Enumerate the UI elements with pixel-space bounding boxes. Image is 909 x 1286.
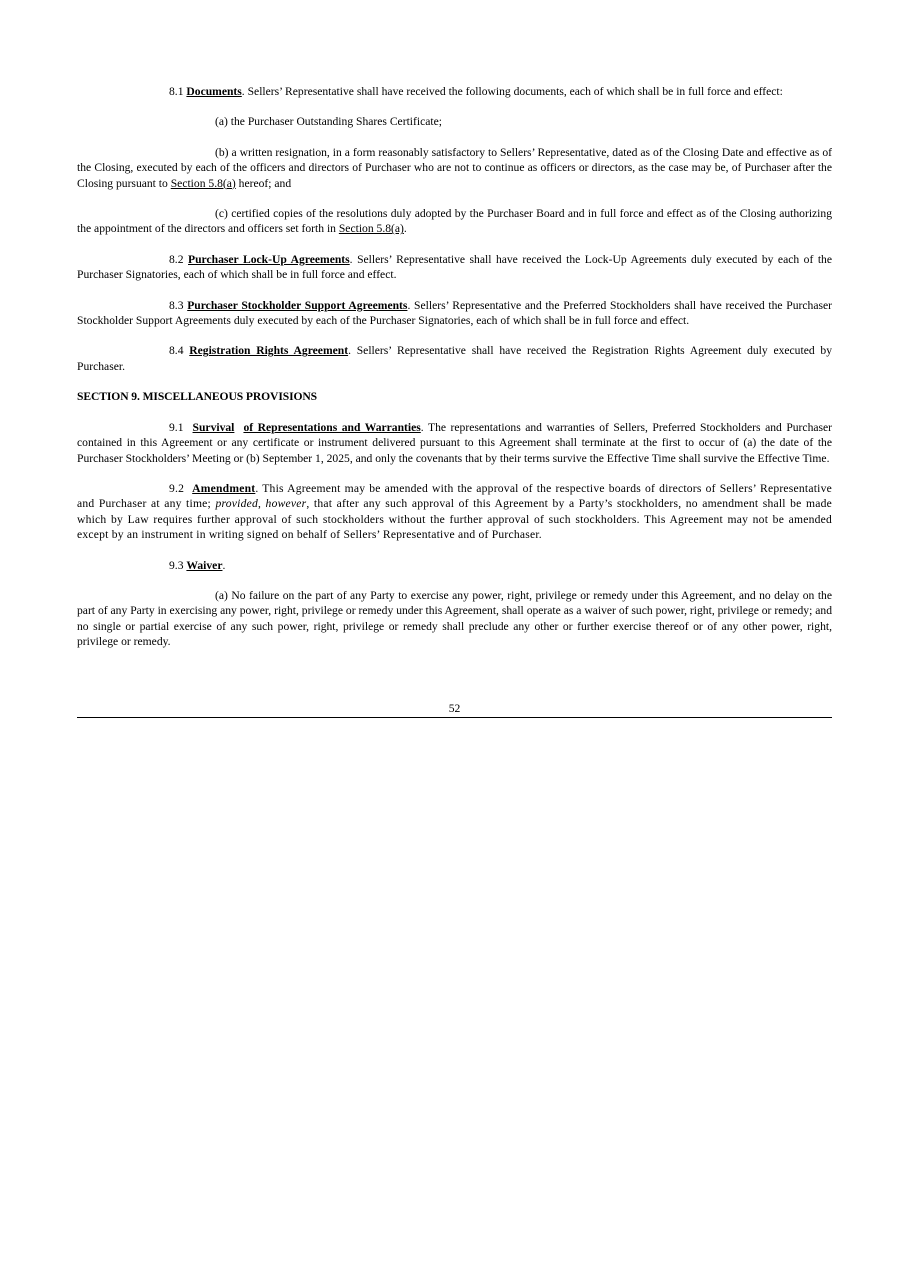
section-text: . Sellers’ Representative shall have received the Lock-Up Agreements duly executed by each of the Purchaser Signatories, each of which shall be in full force and effect. xyxy=(77,252,832,282)
section-heading: Purchaser Lock-Up Agreements xyxy=(188,252,350,266)
section-9-1 xyxy=(77,420,832,466)
clause-8-1-b xyxy=(77,145,832,191)
section-8-4 xyxy=(77,343,832,374)
section-text: . This Agreement may be amended with the approval of the respective boards of directors of Sellers’ Representative and Purchaser at any time; xyxy=(77,481,832,511)
section-heading: Registration Rights Agreement xyxy=(189,344,349,358)
section-8-1 xyxy=(77,84,832,99)
section-8-3 xyxy=(77,298,832,329)
punctuation: , xyxy=(257,497,266,511)
italic-term: provided xyxy=(215,497,258,511)
clause-9-3-a xyxy=(77,588,832,650)
section-9-heading: SECTION 9. MISCELLANEOUS PROVISIONS xyxy=(77,390,318,404)
section-reference: Section 5.8(a) xyxy=(338,222,404,236)
section-number: 8.1 xyxy=(169,85,184,98)
section-heading: Documents xyxy=(186,85,242,98)
section-number: 9.2 xyxy=(169,481,185,495)
page-footer xyxy=(77,701,832,718)
section-number: 8.4 xyxy=(169,344,184,358)
document-body xyxy=(77,84,832,665)
section-tail: . xyxy=(222,558,226,572)
section-heading: Survival xyxy=(192,420,235,434)
section-text: . Sellers’ Representative shall have received the Registration Rights Agreement duly executed by Purchaser. xyxy=(77,344,832,373)
section-9-2 xyxy=(77,481,832,543)
clause-text: (b) a written resignation, in a form reasonably satisfactory to Sellers’ Representative, dated as of the Closing Date and effective as of the Closing, executed by each of the officers and directors of Purchaser who are not to continue as officers or directors, as the case may be, of Purchaser after the Closing pursuant to xyxy=(77,145,832,190)
section-text: . Sellers’ Representative shall have received the following documents, each of which shall be in full force and effect: xyxy=(241,85,783,98)
section-heading-continued: of Representations and Warranties xyxy=(243,420,421,434)
clause-8-1-a xyxy=(77,114,832,129)
section-number: 8.2 xyxy=(169,252,184,266)
clause-8-1-c xyxy=(77,206,832,237)
section-heading: Purchaser Stockholder Support Agreements xyxy=(187,298,408,312)
section-heading: Amendment xyxy=(192,481,256,495)
clause-text: (a) the Purchaser Outstanding Shares Certificate; xyxy=(215,115,442,129)
section-text: , that after any such approval of this Agreement by a Party’s stockholders, no amendment shall be made which by Law requires further approval of such stockholders without the further approval of such stockholders. This Agreement may not be amended except by an instrument in writing signed on behalf of Sellers’ Representative and of Purchaser. xyxy=(77,497,832,542)
page-number: 52 xyxy=(448,702,461,715)
section-heading: Waiver xyxy=(186,558,223,572)
section-number: 9.3 xyxy=(169,558,184,572)
clause-tail: . xyxy=(403,222,407,236)
footer-rule xyxy=(77,717,832,718)
section-reference: Section 5.8(a) xyxy=(170,176,236,190)
section-8-2 xyxy=(77,252,832,283)
italic-term: however xyxy=(265,497,307,511)
section-text: . The representations and warranties of Sellers, Preferred Stockholders and Purchaser contained in this Agreement or any certificate or instrument delivered pursuant to this Agreement shall terminate at the first to occur of (a) the date of the Purchaser Stockholders’ Meeting or (b) September 1, 2025, and only the covenants that by their terms survive the Effective Time shall survive the Effective Time. xyxy=(77,420,833,465)
clause-text: (a) No failure on the part of any Party to exercise any power, right, privilege or remedy under this Agreement, and no delay on the part of any Party in exercising any power, right, privilege or remedy under this Agreement, shall operate as a waiver of such power, right, privilege or remedy; and no single or partial exercise of any such power, right, privilege or remedy shall preclude any other or further exercise thereof or of any other power, right, privilege or remedy. xyxy=(77,588,832,649)
clause-tail: hereof; and xyxy=(235,176,292,190)
section-9-3 xyxy=(77,558,832,573)
section-number: 9.1 xyxy=(169,420,184,434)
clause-text: (c) certified copies of the resolutions duly adopted by the Purchaser Board and in full force and effect as of the Closing authorizing the appointment of the directors and officers set forth in xyxy=(77,207,832,236)
section-text: . Sellers’ Representative and the Preferred Stockholders shall have received the Purchaser Stockholder Support Agreements duly executed by each of the Purchaser Signatories, each of which shall be in full force and effect. xyxy=(77,298,832,328)
section-number: 8.3 xyxy=(169,298,184,312)
